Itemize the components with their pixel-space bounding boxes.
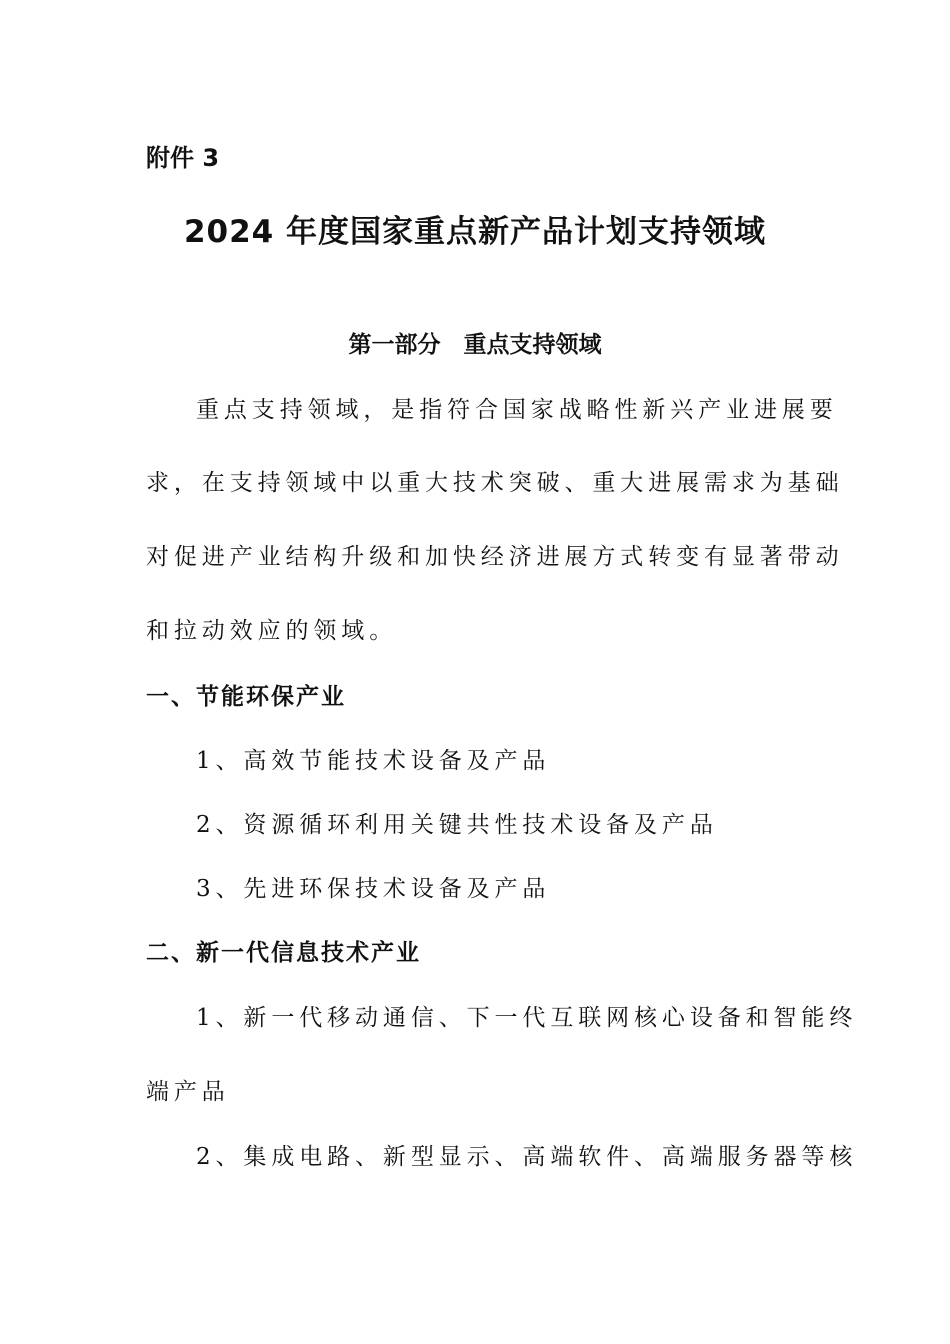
- document-title: 2024 年度国家重点新产品计划支持领域: [183, 214, 767, 250]
- part-heading: 第一部分 重点支持领域: [348, 332, 602, 358]
- section-heading-it: 二、新一代信息技术产业: [146, 940, 421, 966]
- attachment-label: 附件 3: [146, 144, 220, 172]
- list-item: 1、新一代移动通信、下一代互联网核心设备和智能终: [196, 1005, 858, 1031]
- list-item: 1、高效节能技术设备及产品: [196, 748, 551, 774]
- list-item: 2、资源循环利用关键共性技术设备及产品: [196, 812, 718, 838]
- intro-line-3: 对促进产业结构升级和加快经济进展方式转变有显著带动: [146, 544, 844, 570]
- intro-line-2: 求，在支持领域中以重大技术突破、重大进展需求为基础: [146, 470, 844, 496]
- list-item-continuation: 端产品: [146, 1079, 230, 1105]
- intro-line-4: 和拉动效应的领域。: [146, 618, 398, 644]
- list-item: 2、集成电路、新型显示、高端软件、高端服务器等核: [196, 1144, 858, 1170]
- intro-line-1: 重点支持领域，是指符合国家战略性新兴产业进展要: [196, 397, 838, 423]
- section-heading-energy: 一、节能环保产业: [146, 684, 346, 710]
- list-item: 3、先进环保技术设备及产品: [196, 876, 551, 902]
